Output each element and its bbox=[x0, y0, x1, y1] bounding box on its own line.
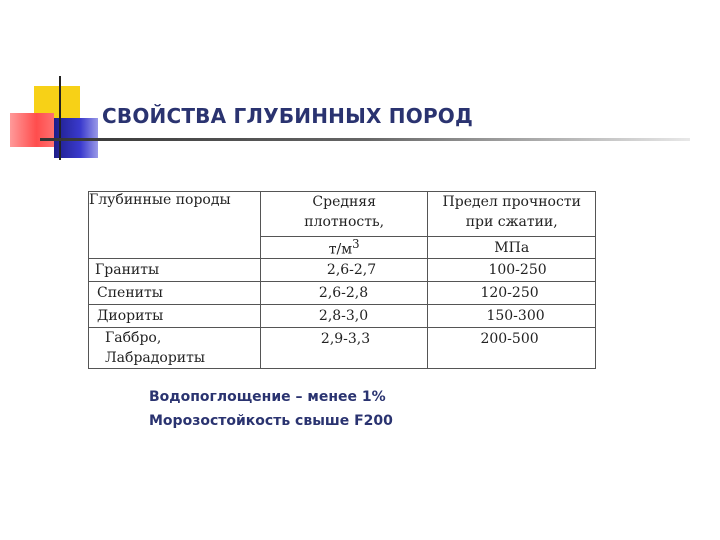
rock-name: Диориты bbox=[89, 305, 261, 328]
slide-title: СВОЙСТВА ГЛУБИННЫХ ПОРОД bbox=[102, 104, 474, 128]
density-unit-label: т/м bbox=[328, 242, 353, 258]
header-density bbox=[260, 192, 428, 237]
header-rock-type bbox=[89, 192, 261, 259]
strength-unit bbox=[428, 237, 596, 259]
rock-name-line2: Лабрадориты bbox=[105, 350, 205, 366]
rock-name-line1: Габбро, bbox=[105, 330, 162, 346]
density-unit-exponent: 3 bbox=[352, 237, 360, 252]
header-rock-type-label: Глубинные породы bbox=[89, 192, 231, 208]
strength-value: 120-250 bbox=[428, 282, 596, 305]
density-unit bbox=[260, 237, 428, 259]
density-value: 2,8-3,0 bbox=[260, 305, 428, 328]
rock-name bbox=[89, 328, 261, 369]
properties-notes bbox=[149, 385, 393, 433]
rock-name: Граниты bbox=[89, 259, 261, 282]
title-underline bbox=[40, 138, 690, 141]
rock-properties-table bbox=[88, 191, 596, 369]
rock-name: Спениты bbox=[89, 282, 261, 305]
table-row bbox=[89, 259, 596, 282]
density-value: 2,6-2,8 bbox=[260, 282, 428, 305]
table-row bbox=[89, 305, 596, 328]
header-strength-line1: Предел прочности bbox=[442, 194, 581, 210]
decor-vertical-line bbox=[59, 76, 61, 160]
density-value: 2,9-3,3 bbox=[260, 328, 428, 369]
table-row bbox=[89, 282, 596, 305]
header-strength-line2: при сжатии, bbox=[465, 214, 558, 230]
header-density-line2: плотность, bbox=[304, 214, 385, 230]
frost-resistance-note: Морозостойкость свыше F200 bbox=[149, 413, 393, 429]
strength-value: 100-250 bbox=[428, 259, 596, 282]
water-absorption-note: Водопоглощение – менее 1% bbox=[149, 389, 386, 405]
density-value: 2,6-2,7 bbox=[260, 259, 428, 282]
table-header-row bbox=[89, 192, 596, 237]
table-row bbox=[89, 328, 596, 369]
decor-red-square bbox=[10, 113, 54, 147]
header-density-line1: Средняя bbox=[312, 194, 376, 210]
strength-unit-label: МПа bbox=[494, 239, 530, 256]
strength-value: 150-300 bbox=[428, 305, 596, 328]
header-strength bbox=[428, 192, 596, 237]
strength-value: 200-500 bbox=[428, 328, 596, 369]
